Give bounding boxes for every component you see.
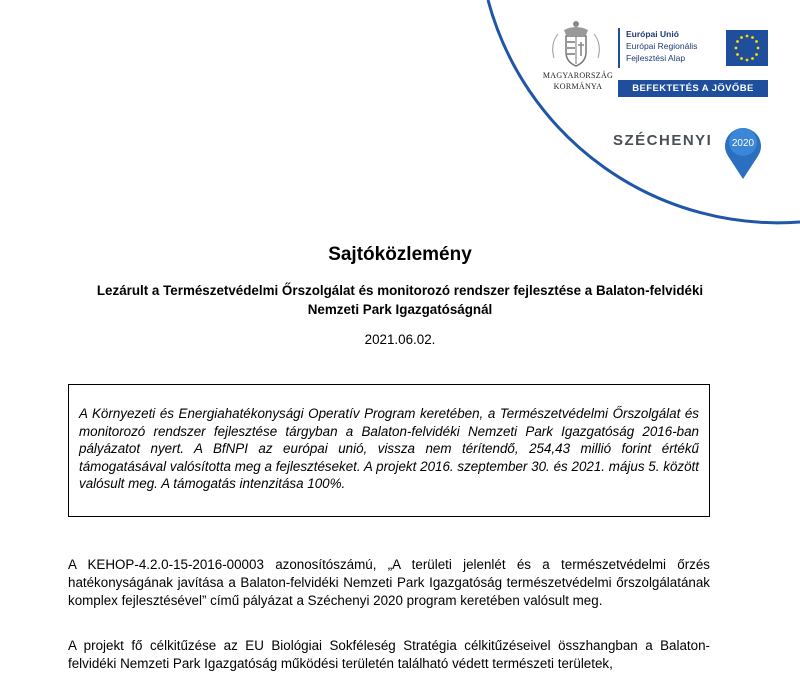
body-paragraph-1: A KEHOP-4.2.0-15-2016-00003 azonosítószámú, „A területi jelenlét és a természetvédelmi őrzés hatékonyságának javítása a Balaton-felvidéki Nemzeti Park Igazgatóság természetvédelmi őrszolgálatának komplex fejlesztésével” című pályázat a Széchenyi 2020 program keretében valósult meg. bbox=[68, 557, 710, 608]
eu-fund-text bbox=[618, 28, 726, 68]
eu-line2: Európai Regionális bbox=[626, 41, 698, 51]
hungary-gov-line1: MAGYARORSZÁG bbox=[542, 71, 614, 80]
page-subtitle: Lezárult a Természetvédelmi Őrszolgálat és monitorozó rendszer fejlesztése a Balaton-felvidéki Nemzeti Park Igazgatóságnál bbox=[96, 283, 704, 317]
eu-banner: BEFEKTETÉS A JÖVŐBE bbox=[618, 80, 768, 97]
szechenyi-2020-logo bbox=[613, 122, 763, 182]
body-paragraph-2: A projekt fő célkitűzése az EU Biológiai Sokféleség Stratégia célkitűzéseivel összhangban a Balaton-felvidéki Nemzeti Park Igazgatóság működési területén található védett természeti területek, bbox=[68, 638, 710, 671]
hungary-government-label bbox=[528, 70, 628, 92]
szechenyi-year: 2020 bbox=[731, 138, 755, 149]
summary-box bbox=[68, 384, 710, 517]
location-pin-icon bbox=[723, 122, 763, 180]
publication-date: 2021.06.02. bbox=[364, 332, 436, 347]
eu-line3: Fejlesztési Alap bbox=[626, 53, 686, 63]
hungarian-coat-of-arms-icon bbox=[548, 18, 604, 68]
page-title: Sajtóközlemény bbox=[328, 244, 472, 265]
szechenyi-wordmark: SZÉCHENYI bbox=[613, 132, 713, 149]
eu-line1: Európai Unió bbox=[626, 29, 679, 39]
hungary-gov-line2: KORMÁNYA bbox=[553, 82, 603, 91]
eu-flag-icon bbox=[726, 30, 768, 66]
summary-text: A Környezeti és Energiahatékonysági Operatív Program keretében, a Természetvédelmi Őrszolgálat és monitorozó rendszer fejlesztése tárgyban a Balaton-felvidéki Nemzeti Park Igazgatóság 2016-ban pályázatot nyert. A BfNPI az európai unió, vissza nem térítendő, 254,43 millió forint értékű támogatásával valósította meg a fejlesztéseket. A projekt 2016. szeptember 30. és 2021. május 5. között valósult meg. A támogatás intenzitása 100%. bbox=[79, 406, 699, 491]
